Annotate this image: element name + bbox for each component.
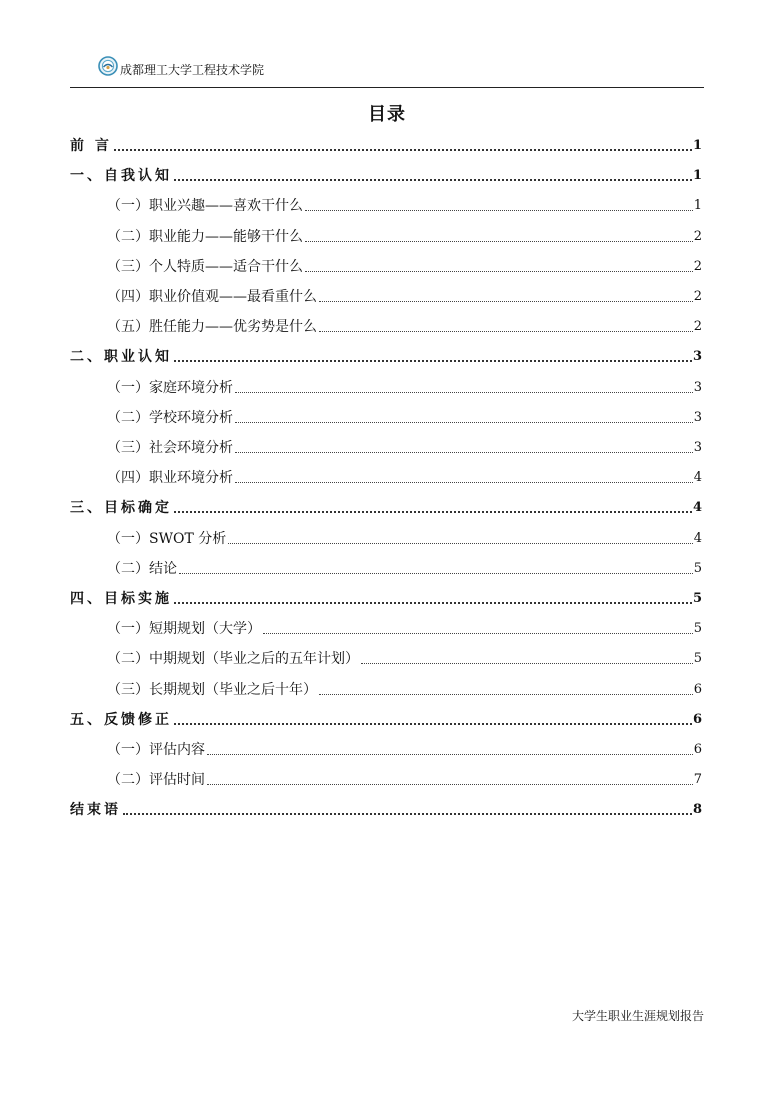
toc-entry-label: （二）职业能力——能够干什么 [107,228,303,245]
toc-leader-dots [361,663,693,664]
toc-entry-page: 5 [693,651,702,667]
toc-entry-page: 6 [693,681,702,697]
toc-entry-label: （二）中期规划（毕业之后的五年计划） [107,651,359,668]
toc-entry[interactable] [107,224,702,246]
toc-entry-page: 5 [692,591,702,606]
toc-entry-page: 2 [693,228,702,244]
toc-entry-page: 2 [693,289,702,304]
toc-entry-page: 2 [693,258,702,274]
toc-leader-dots [319,331,693,332]
toc-entry-page: 4 [693,530,702,546]
toc-entry-page: 1 [692,168,702,184]
toc-entry[interactable] [107,254,702,276]
toc-entry[interactable] [70,163,702,185]
toc-entry[interactable] [70,344,702,366]
toc-entry-page: 1 [692,138,702,153]
toc-entry[interactable] [107,435,702,457]
toc-entry-label: （三）社会环境分析 [107,440,233,456]
toc-entry-page: 8 [692,802,702,818]
page-footer: 大学生职业生涯规划报告 [571,1009,704,1023]
toc-entry-label: （四）职业环境分析 [107,470,233,487]
page-title: 目录 [368,104,406,125]
toc-leader-dots [174,179,692,181]
toc-leader-dots [123,813,692,815]
toc-entry-label: （三）个人特质——适合干什么 [107,258,303,275]
toc-entry[interactable] [107,284,702,306]
toc-leader-dots [174,602,692,604]
toc-entry-label: 二、职业认知 [70,349,172,366]
toc-entry[interactable] [107,737,702,759]
toc-entry[interactable] [107,193,702,215]
toc-entry-label: 结束语 [70,802,121,819]
toc-leader-dots [207,754,693,755]
toc-entry-page: 3 [693,379,702,395]
toc-entry-label: （一）职业兴趣——喜欢干什么 [107,198,303,215]
toc-entry-label: （二）结论 [107,560,177,577]
toc-entry-label: （一）评估内容 [107,742,205,758]
toc-leader-dots [179,573,693,574]
toc-leader-dots [263,633,693,634]
toc-leader-dots [174,511,692,513]
toc-entry-page: 5 [693,621,702,637]
toc-entry[interactable] [107,375,702,397]
toc-entry-label: 一、自我认知 [70,168,172,185]
toc-entry[interactable] [107,405,702,427]
toc-leader-dots [305,271,693,272]
toc-leader-dots [114,149,692,151]
toc-entry-page: 6 [693,742,702,757]
toc-entry[interactable] [107,646,702,668]
toc-leader-dots [235,392,693,393]
toc-entry[interactable] [107,556,702,578]
toc-entry-page: 3 [693,440,702,455]
toc-entry-label: （二）学校环境分析 [107,409,233,426]
toc-entry-label: （五）胜任能力——优劣势是什么 [107,319,317,336]
toc-entry-page: 5 [693,560,702,576]
toc-leader-dots [319,301,693,302]
toc-entry[interactable] [70,586,702,608]
toc-entry-page: 3 [693,409,702,425]
toc-leader-dots [235,422,693,423]
toc-leader-dots [228,543,692,544]
toc-entry[interactable] [107,677,702,699]
toc-entry-page: 3 [692,349,702,365]
school-name: 成都理工大学工程技术学院 [120,63,265,77]
toc-entry-page: 7 [693,772,702,788]
toc-entry-label: 前 言 [70,138,112,154]
toc-entry[interactable] [70,707,702,729]
toc-leader-dots [207,784,693,785]
toc-leader-dots [174,723,692,725]
toc-entry[interactable] [107,767,702,789]
toc-entry-label: （一）短期规划（大学） [107,621,261,638]
toc-entry[interactable] [70,797,702,819]
toc-entry-page: 2 [693,319,702,335]
toc-entry-page: 1 [693,198,702,214]
toc-entry[interactable] [107,465,702,487]
toc-leader-dots [174,360,692,362]
toc-entry-label: （三）长期规划（毕业之后十年） [107,681,317,698]
toc-entry-label: （二）评估时间 [107,772,205,789]
toc-entry[interactable] [107,616,702,638]
toc-entry[interactable] [107,526,702,548]
toc-leader-dots [319,694,693,695]
toc-entry-label: （一）家庭环境分析 [107,379,233,396]
toc-entry-page: 4 [692,500,702,516]
toc-entry-page: 6 [692,711,702,727]
toc-entry[interactable] [107,314,702,336]
toc-entry-label: （一）SWOT 分析 [107,530,227,547]
toc-entry[interactable] [70,495,702,517]
toc-entry-label: 四、目标实施 [70,591,172,607]
toc-leader-dots [235,452,693,453]
toc-leader-dots [235,482,693,483]
toc-entry-label: （四）职业价值观——最看重什么 [107,289,317,305]
toc-leader-dots [305,241,693,242]
toc-entry-label: 五、反馈修正 [70,711,172,728]
toc-entry-page: 4 [693,470,702,486]
toc-entry-label: 三、目标确定 [70,500,172,517]
toc-leader-dots [305,210,693,211]
toc-entry[interactable] [70,133,702,155]
